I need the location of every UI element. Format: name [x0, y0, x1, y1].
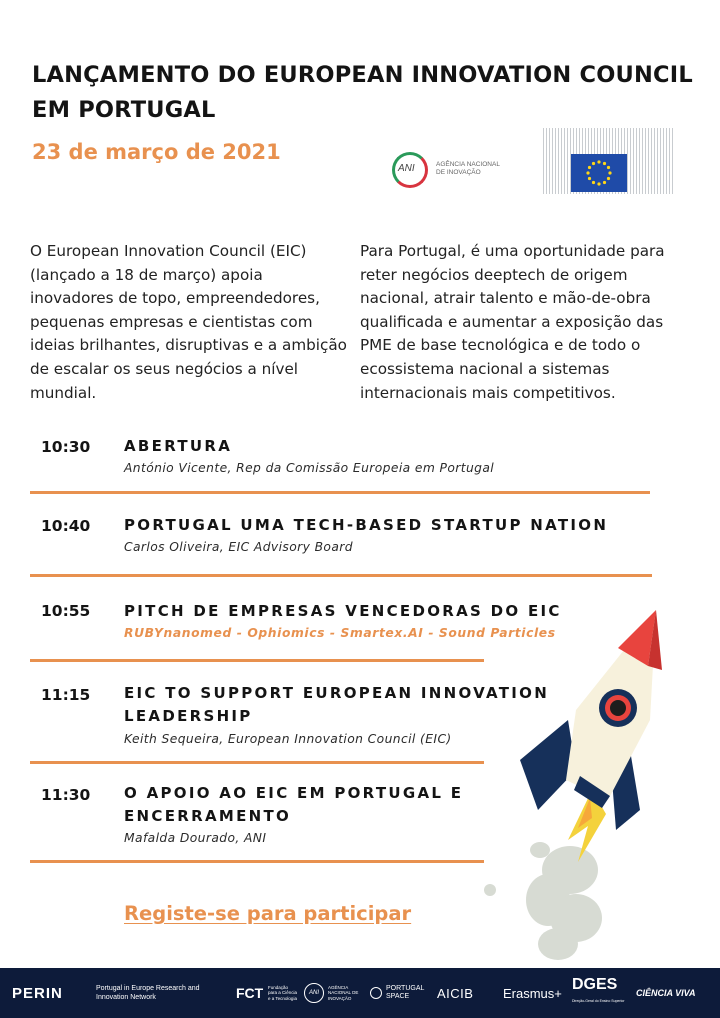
fct-subtitle: Fundação para a Ciência e a Tecnologia: [268, 984, 298, 1001]
agenda-title: EIC TO SUPPORT EUROPEAN INNOVATION LEADERSHIP: [124, 684, 550, 725]
register-link[interactable]: Registe-se para participar: [124, 902, 412, 925]
agenda-title: PORTUGAL UMA TECH-BASED STARTUP NATION: [124, 516, 609, 534]
intro-left-paragraph: O European Innovation Council (EIC) (lançado a 18 de março) apoia inovadores de topo, empreendedores, pequenas empresas e cientistas com ideias brilhantes, disruptivas e a ambição de escalar os seus negócios a nível mundial.: [30, 242, 347, 402]
erasmus-logo: Erasmus+: [503, 985, 562, 1001]
agenda-divider: [30, 491, 650, 494]
portugal-space-logo: [370, 968, 425, 1018]
agenda-speaker: Mafalda Dourado, ANI: [124, 831, 267, 845]
agenda-divider: [30, 761, 484, 764]
event-date: 23 de março de 2021: [32, 140, 281, 164]
agenda-speaker: Keith Sequeira, European Innovation Council (EIC): [124, 732, 452, 746]
ciencia-viva-logo: CIÊNCIA VIVA: [636, 988, 696, 998]
agenda-title: ABERTURA: [124, 437, 233, 455]
ani-logo: [392, 150, 512, 190]
agenda-time: 11:30: [41, 786, 91, 804]
aicib-logo: AICIB: [437, 985, 474, 1001]
rocket-illustration: [480, 600, 720, 960]
agenda-divider: [30, 574, 652, 577]
agenda-divider: [30, 860, 484, 863]
page-title: LANÇAMENTO DO EUROPEAN INNOVATION COUNCIL EM PORTUGAL: [32, 62, 693, 123]
agenda-divider: [30, 659, 484, 662]
agenda-time: 10:40: [41, 517, 91, 535]
ani-footer-label: AGÊNCIA NACIONAL DE INOVAÇÃO: [328, 984, 359, 1001]
dges-subtitle: Direção-Geral do Ensino Superior: [572, 999, 625, 1003]
dges-logo: DGES: [572, 976, 618, 993]
ani-footer-logo: [304, 968, 362, 1018]
fct-logo: FCT: [236, 985, 264, 1001]
agenda-time: 10:55: [41, 602, 91, 620]
portugal-space-label: PORTUGAL SPACE: [386, 985, 425, 1000]
ani-logo-label: AGÊNCIA NACIONAL DE INOVAÇÃO: [436, 161, 500, 176]
agenda-title: PITCH DE EMPRESAS VENCEDORAS DO EIC: [124, 602, 562, 620]
eu-flag-icon: [571, 154, 627, 192]
footer-partners-bar: [0, 968, 720, 1018]
agenda-time: 11:15: [41, 686, 91, 704]
agenda-companies: RUBYnanomed - Ophiomics - Smartex.AI - Sound Particles: [124, 626, 556, 640]
perin-logo: PERIN: [12, 984, 63, 1002]
ani-logo-short: ANI: [398, 163, 415, 174]
european-commission-logo: [543, 128, 675, 194]
agenda-time: 10:30: [41, 438, 91, 456]
portugal-space-icon: [370, 987, 382, 999]
perin-subtitle: Portugal in Europe Research and Innovation Network: [96, 985, 200, 1001]
agenda-title: O APOIO AO EIC EM PORTUGAL E ENCERRAMENTO: [124, 784, 464, 825]
intro-right-paragraph: Para Portugal, é uma oportunidade para reter negócios deeptech de origem nacional, atrair talento e mão-de-obra qualificada e aumentar a exposição das PME de base tecnológica e de todo o ecossistema nacional a sistemas internacionais mais competitivos.: [360, 242, 665, 402]
agenda-speaker: António Vicente, Rep da Comissão Europeia em Portugal: [124, 461, 495, 475]
ani-footer-icon: ANI: [304, 983, 324, 1003]
agenda-speaker: Carlos Oliveira, EIC Advisory Board: [124, 540, 353, 554]
